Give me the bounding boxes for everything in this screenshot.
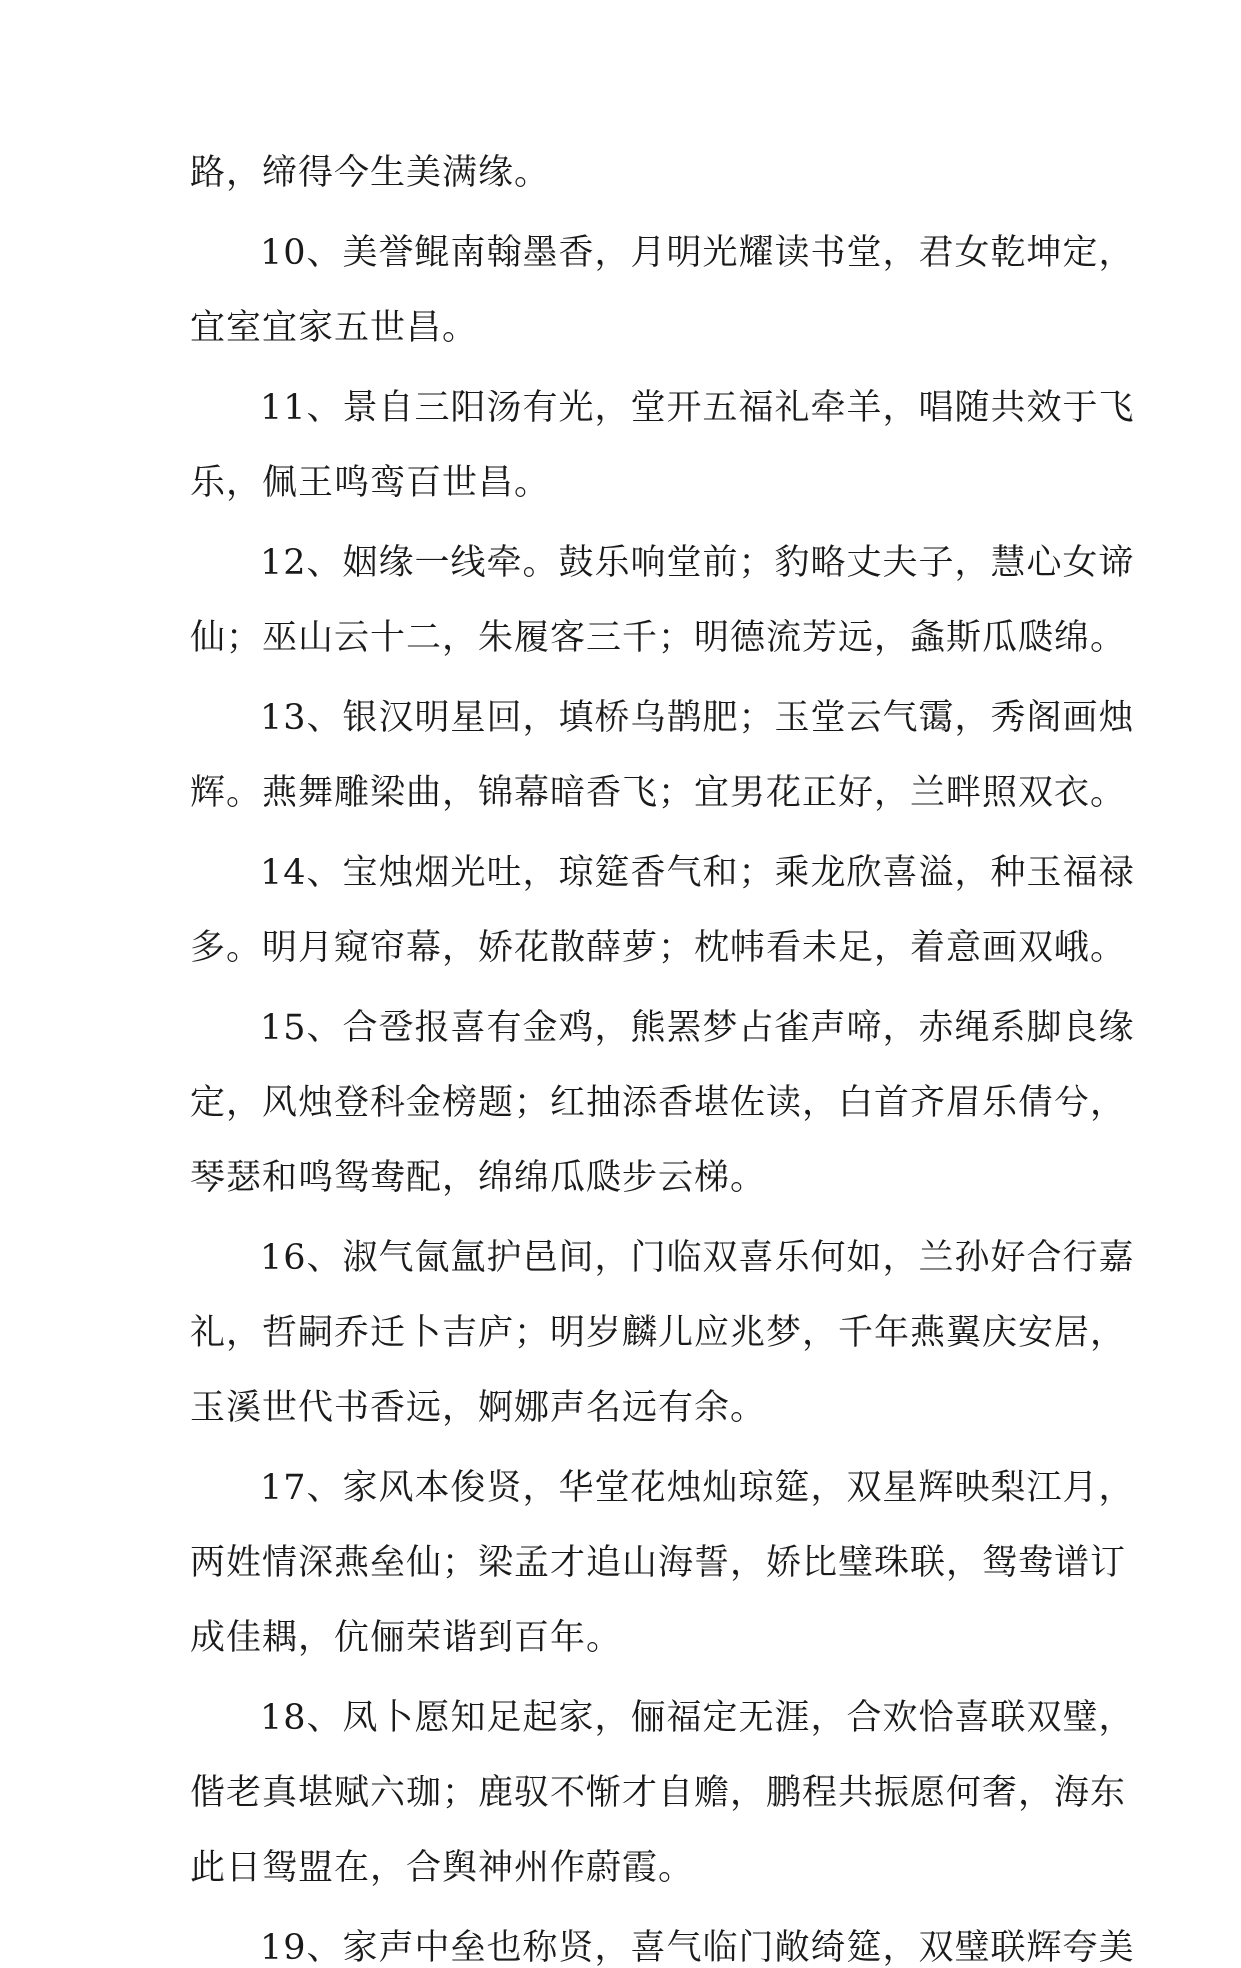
paragraph-11-line-1: 11、景自三阳汤有光，堂开五福礼牵羊，唱随共效于飞 (260, 388, 1135, 428)
paragraph-19-line-1: 19、家声中垒也称贤，喜气临门敞绮筵，双璧联辉夸美 (260, 1928, 1135, 1968)
paragraph-16-line-2: 礼，哲嗣乔迁卜吉庐；明岁麟儿应兆梦，千年燕翼庆安居， (190, 1313, 1127, 1353)
paragraph-16-line-1: 16、淑气氤氲护邑间，门临双喜乐何如，兰孙好合行嘉 (260, 1238, 1135, 1278)
paragraph-15-line-1: 15、合卺报喜有金鸡，熊罴梦占雀声啼，赤绳系脚良缘 (260, 1008, 1135, 1048)
paragraph-15-line-3: 琴瑟和鸣鸳鸯配，绵绵瓜瓞步云梯。 (190, 1158, 767, 1198)
paragraph-14-line-2: 多。明月窥帘幕，娇花散薛萝；枕帏看未足，着意画双峨。 (190, 928, 1127, 968)
paragraph-17-line-1: 17、家风本俊贤，华堂花烛灿琼筵，双星辉映梨江月， (260, 1468, 1135, 1508)
text-line: 路，缔得今生美满缘。 (190, 153, 551, 193)
document-body (190, 153, 1135, 1968)
paragraph-11-line-2: 乐，佩王鸣鸾百世昌。 (190, 463, 551, 503)
paragraph-13-line-1: 13、银汉明星回，填桥乌鹊肥；玉堂云气霭，秀阁画烛 (260, 698, 1135, 738)
paragraph-12-line-2: 仙；巫山云十二，朱履客三千；明德流芳远，螽斯瓜瓞绵。 (190, 618, 1127, 658)
paragraph-13-line-2: 辉。燕舞雕梁曲，锦幕暗香飞；宜男花正好，兰畔照双衣。 (190, 773, 1127, 813)
paragraph-18-line-1: 18、凤卜愿知足起家，俪福定无涯，合欢恰喜联双璧， (260, 1698, 1135, 1738)
paragraph-17-line-2: 两姓情深燕垒仙；梁孟才追山海誓，娇比璧珠联，鸳鸯谱订 (190, 1543, 1127, 1583)
paragraph-18-line-2: 偕老真堪赋六珈；鹿驭不惭才自赡，鹏程共振愿何奢，海东 (190, 1773, 1127, 1813)
paragraph-14-line-1: 14、宝烛烟光吐，琼筵香气和；乘龙欣喜溢，种玉福禄 (260, 853, 1135, 893)
paragraph-10-line-2: 宜室宜家五世昌。 (190, 308, 479, 348)
paragraph-12-line-1: 12、姻缘一线牵。鼓乐响堂前；豹略丈夫子，慧心女谛 (260, 543, 1135, 583)
paragraph-15-line-2: 定，风烛登科金榜题；红抽添香堪佐读，白首齐眉乐倩兮， (190, 1083, 1127, 1123)
paragraph-16-line-3: 玉溪世代书香远，婀娜声名远有余。 (190, 1388, 767, 1428)
paragraph-10-line-1: 10、美誉鲲南翰墨香，月明光耀读书堂，君女乾坤定， (260, 233, 1135, 273)
paragraph-17-line-3: 成佳耦，伉俪荣谐到百年。 (190, 1618, 623, 1658)
paragraph-18-line-3: 此日鸳盟在，合舆神州作蔚霞。 (190, 1848, 695, 1888)
